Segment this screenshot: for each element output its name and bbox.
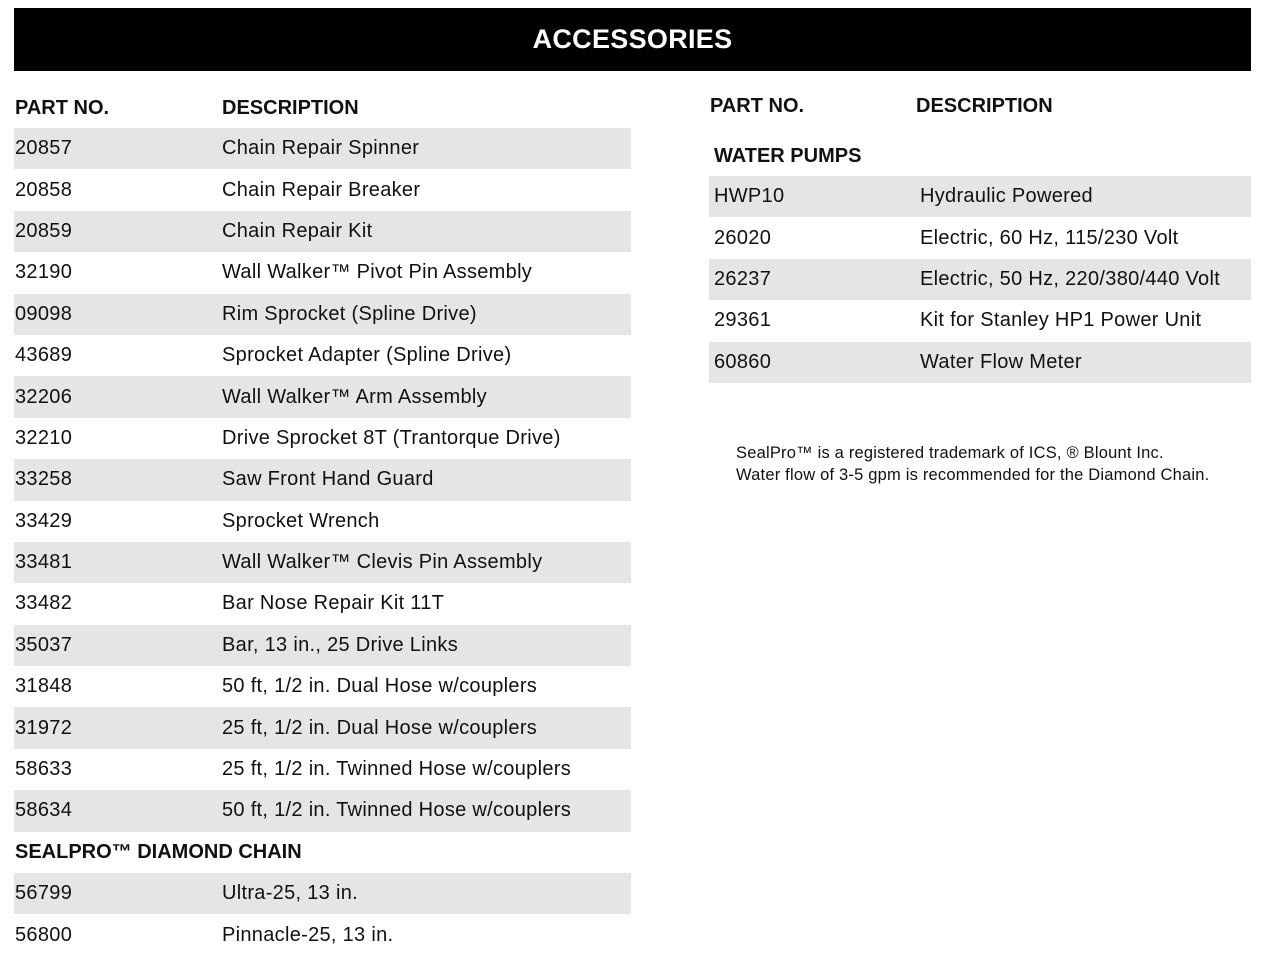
part-description: Sprocket Wrench — [222, 509, 380, 532]
description-header: DESCRIPTION — [222, 96, 359, 119]
part-number: 31848 — [15, 675, 73, 698]
part-description: Saw Front Hand Guard — [222, 468, 434, 491]
part-description: Kit for Stanley HP1 Power Unit — [920, 309, 1202, 332]
right-parts-table — [709, 86, 1251, 383]
part-description: Sprocket Adapter (Spline Drive) — [222, 344, 512, 367]
sealpro-table-body — [14, 873, 631, 956]
part-description: Chain Repair Spinner — [222, 137, 420, 160]
table-row — [14, 376, 631, 417]
table-row — [14, 459, 631, 500]
part-description: Wall Walker™ Arm Assembly — [222, 385, 487, 408]
table-row — [14, 169, 631, 210]
part-number: 58633 — [15, 758, 73, 781]
part-number: 60860 — [714, 350, 772, 373]
table-row — [14, 252, 631, 293]
part-number: 31972 — [15, 716, 73, 739]
trademark-note: SealPro™ is a registered trademark of ICS, ® Blount Inc. — [736, 444, 1164, 462]
part-description: Hydraulic Powered — [920, 185, 1093, 208]
section-title-sealpro: SEALPRO™ DIAMOND CHAIN — [15, 840, 302, 863]
right-table-header — [709, 86, 1251, 126]
part-description: 25 ft, 1/2 in. Twinned Hose w/couplers — [222, 758, 571, 781]
part-number: 58634 — [15, 799, 73, 822]
part-description: Bar, 13 in., 25 Drive Links — [222, 633, 458, 656]
part-description: Chain Repair Kit — [222, 219, 373, 242]
part-number: 33258 — [15, 468, 73, 491]
part-number: 29361 — [714, 309, 772, 332]
left-parts-table — [14, 88, 631, 956]
water-pumps-table-body — [709, 176, 1251, 383]
footnote — [736, 442, 1216, 486]
left-table-header — [14, 88, 631, 128]
part-description: Drive Sprocket 8T (Trantorque Drive) — [222, 426, 561, 449]
part-number: 20859 — [15, 219, 73, 242]
page-title: ACCESSORIES — [14, 8, 1251, 71]
part-number: 32190 — [15, 261, 73, 284]
table-row — [14, 790, 631, 831]
part-number: 35037 — [15, 633, 73, 656]
table-row — [709, 300, 1251, 341]
part-description: Wall Walker™ Clevis Pin Assembly — [222, 551, 543, 574]
part-number: 20857 — [15, 137, 73, 160]
table-row — [14, 501, 631, 542]
table-row — [14, 542, 631, 583]
table-row — [14, 625, 631, 666]
table-row — [709, 176, 1251, 217]
part-number: 26237 — [714, 267, 772, 290]
part-number: 33482 — [15, 592, 73, 615]
part-number: 56799 — [15, 882, 73, 905]
table-row — [14, 914, 631, 955]
part-number: 32210 — [15, 426, 73, 449]
part-number: 32206 — [15, 385, 73, 408]
part-number: 43689 — [15, 344, 73, 367]
part-no-header: PART NO. — [710, 94, 805, 117]
part-description: Ultra-25, 13 in. — [222, 882, 358, 905]
table-row — [14, 583, 631, 624]
table-row — [709, 342, 1251, 383]
water-flow-note: Water flow of 3-5 gpm is recommended for the Diamond Chain. — [736, 466, 1210, 484]
table-row — [14, 749, 631, 790]
part-description: Electric, 50 Hz, 220/380/440 Volt — [920, 267, 1221, 290]
left-table-body — [14, 128, 631, 832]
part-number: 26020 — [714, 226, 772, 249]
table-row — [14, 335, 631, 376]
table-row — [14, 418, 631, 459]
part-number: 56800 — [15, 923, 73, 946]
part-number: 09098 — [15, 302, 73, 325]
table-row — [14, 128, 631, 169]
table-row — [14, 873, 631, 914]
part-description: Pinnacle-25, 13 in. — [222, 923, 394, 946]
part-description: Bar Nose Repair Kit 11T — [222, 592, 445, 615]
part-number: 33481 — [15, 551, 73, 574]
part-description: Electric, 60 Hz, 115/230 Volt — [920, 226, 1179, 249]
table-row — [14, 211, 631, 252]
table-row — [14, 666, 631, 707]
part-description: 25 ft, 1/2 in. Dual Hose w/couplers — [222, 716, 538, 739]
table-row — [14, 294, 631, 335]
table-row — [709, 217, 1251, 258]
part-number: 20858 — [15, 178, 73, 201]
part-description: 50 ft, 1/2 in. Twinned Hose w/couplers — [222, 799, 571, 822]
description-header: DESCRIPTION — [916, 94, 1053, 117]
part-description: Water Flow Meter — [920, 350, 1082, 373]
part-description: Wall Walker™ Pivot Pin Assembly — [222, 261, 533, 284]
part-description: Chain Repair Breaker — [222, 178, 421, 201]
part-description: Rim Sprocket (Spline Drive) — [222, 302, 477, 325]
part-description: 50 ft, 1/2 in. Dual Hose w/couplers — [222, 675, 538, 698]
table-row — [14, 707, 631, 748]
section-title-water-pumps: WATER PUMPS — [714, 145, 862, 167]
part-no-header: PART NO. — [15, 96, 110, 119]
part-number: 33429 — [15, 509, 73, 532]
part-number: HWP10 — [714, 185, 785, 208]
table-row — [709, 259, 1251, 300]
